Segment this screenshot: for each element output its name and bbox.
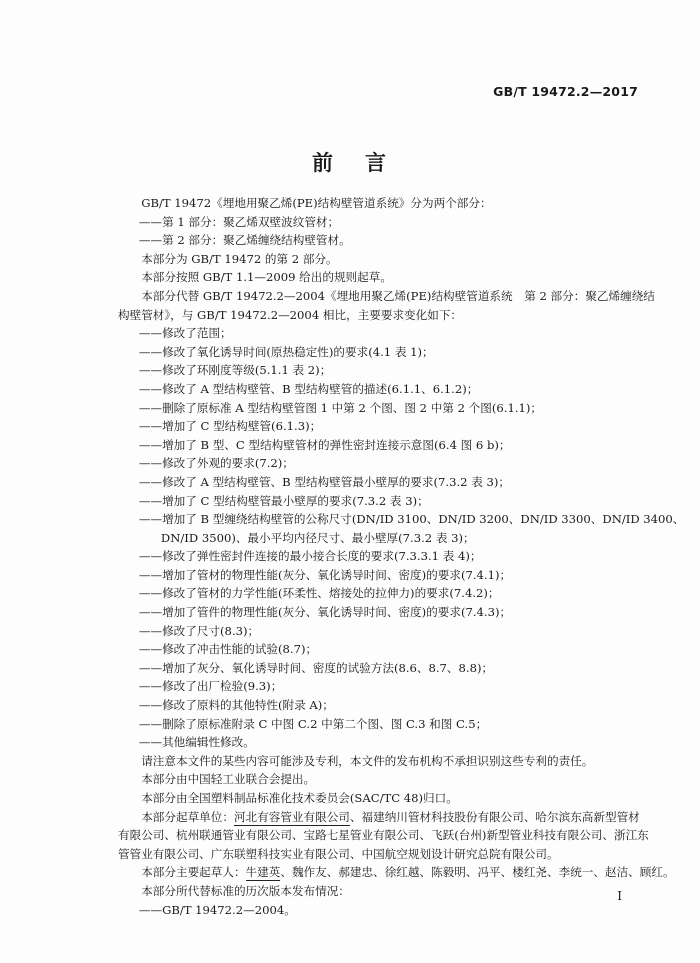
change-item: ——修改了尺寸(8.3)；: [138, 623, 260, 638]
change-item: ——修改了出厂检验(9.3)；: [138, 679, 283, 694]
change-item: ——修改了氧化诱导时间(原热稳定性)的要求(4.1 表 1)；: [138, 344, 434, 359]
change-item: ——删除了原标准 A 型结构壁管图 1 中第 2 个图、图 2 中第 2 个图(6.1.1)；: [138, 400, 542, 415]
change-item: ——增加了管材的物理性能(灰分、氧化诱导时间、密度)的要求(7.4.1)；: [138, 567, 512, 582]
title-char-left: 前: [312, 150, 335, 175]
history-intro: 本部分所代替标准的历次版本发布情况：: [141, 883, 350, 898]
drafting-units-prefix: 本部分起草单位：: [141, 809, 234, 824]
standard-code: GB/T 19472.2—2017: [493, 84, 638, 99]
page-number: I: [617, 889, 622, 903]
page-title: [0, 147, 700, 177]
change-item: ——修改了原料的其他特性(附录 A)；: [138, 698, 334, 713]
change-item: ——修改了范围；: [138, 326, 232, 341]
change-item: ——修改了 A 型结构壁管、B 型结构壁管最小壁厚的要求(7.3.2 表 3)；: [138, 474, 510, 489]
paragraph-part-of: 本部分为 GB/T 19472 的第 2 部分。: [141, 251, 338, 266]
change-item: ——修改了 A 型结构壁管、B 型结构壁管的描述(6.1.1、6.1.2)；: [138, 381, 479, 396]
change-item-continuation: DN/ID 3500)、最小平均内径尺寸、最小壁厚(7.3.2 表 3)；: [160, 530, 475, 545]
drafters-rest: 、魏作友、郝建忠、徐红越、陈毅明、冯平、楼红尧、李统一、赵洁、顾红。: [280, 865, 675, 880]
managed-by: 本部分由全国塑料制品标准化技术委员会(SAC/TC 48)归口。: [141, 791, 458, 805]
drafter-highlight: 牛建英: [245, 865, 281, 880]
history-item: ——GB/T 19472.2—2004。: [138, 902, 296, 917]
change-item: ——增加了灰分、氧化诱导时间、密度的试验方法(8.6、8.7、8.8)；: [138, 660, 494, 675]
change-item: ——增加了 C 型结构壁管最小壁厚的要求(7.3.2 表 3)；: [138, 493, 429, 508]
change-item: ——增加了 B 型、C 型结构壁管材的弹性密封连接示意图(6.4 图 6 b)；: [138, 437, 511, 452]
changes-list: [118, 324, 685, 752]
change-item: ——修改了环刚度等级(5.1.1 表 2)；: [138, 363, 332, 378]
part-item-2: ——第 2 部分：聚乙烯缠绕结构壁管材。: [138, 233, 351, 248]
change-item: ——其他编辑性修改。: [138, 735, 255, 750]
drafting-units-rest: 、福建纳川管材科技股份有限公司、哈尔滨东高新型管材: [349, 809, 640, 824]
change-item: ——增加了 C 型结构壁管(6.1.3)；: [138, 419, 322, 434]
drafting-units-line2: 有限公司、杭州联通管业有限公司、宝路七星管业有限公司、飞跃(台州)新型管业科技有限公司、浙江东: [118, 828, 649, 843]
change-item: ——修改了弹性密封件连接的最小接合长度的要求(7.3.3.1 表 4)；: [138, 549, 482, 564]
change-item: ——删除了原标准附录 C 中图 C.2 中第二个图、图 C.3 和图 C.5；: [138, 716, 488, 731]
paragraph-rules: 本部分按照 GB/T 1.1—2009 给出的规则起草。: [141, 270, 392, 285]
change-item: ——修改了外观的要求(7.2)；: [138, 456, 294, 471]
foreword-body: [118, 194, 685, 919]
proposed-by: 本部分由中国轻工业联合会提出。: [141, 772, 316, 787]
drafters-line: [118, 863, 675, 882]
change-item: ——修改了冲击性能的试验(8.7)；: [138, 642, 318, 657]
drafting-units-line3: 管管业有限公司、广东联塑科技实业有限公司、中国航空规划设计研究总院有限公司。: [118, 846, 559, 861]
patent-notice: 请注意本文件的某些内容可能涉及专利，本文件的发布机构不承担识别这些专利的责任。: [141, 753, 594, 768]
paragraph-replaces-line1: 本部分代替 GB/T 19472.2—2004《埋地用聚乙烯(PE)结构壁管道系统 第 2 部分：聚乙烯缠绕结: [141, 288, 655, 303]
drafting-unit-highlight: 河北有容管业有限公司: [233, 809, 350, 824]
title-char-right: 言: [365, 150, 388, 175]
change-item: ——增加了管件的物理性能(灰分、氧化诱导时间、密度)的要求(7.4.3)；: [138, 605, 512, 620]
part-item-1: ——第 1 部分：聚乙烯双壁波纹管材；: [138, 214, 340, 229]
drafting-units-line1: [118, 808, 658, 827]
change-item: ——增加了 B 型缠绕结构壁管的公称尺寸(DN/ID 3100、DN/ID 3200、DN/ID 3300、DN/ID 3400、: [138, 512, 685, 527]
drafters-prefix: 本部分主要起草人：: [141, 865, 246, 880]
paragraph-replaces-line2: 构壁管材》，与 GB/T 19472.2—2004 相比，主要要求变化如下：: [118, 307, 463, 322]
change-item: ——修改了管材的力学性能(环柔性、熔接处的拉伸力)的要求(7.4.2)；: [138, 586, 500, 601]
paragraph-parts: GB/T 19472《埋地用聚乙烯(PE)结构壁管道系统》分为两个部分：: [141, 196, 492, 210]
